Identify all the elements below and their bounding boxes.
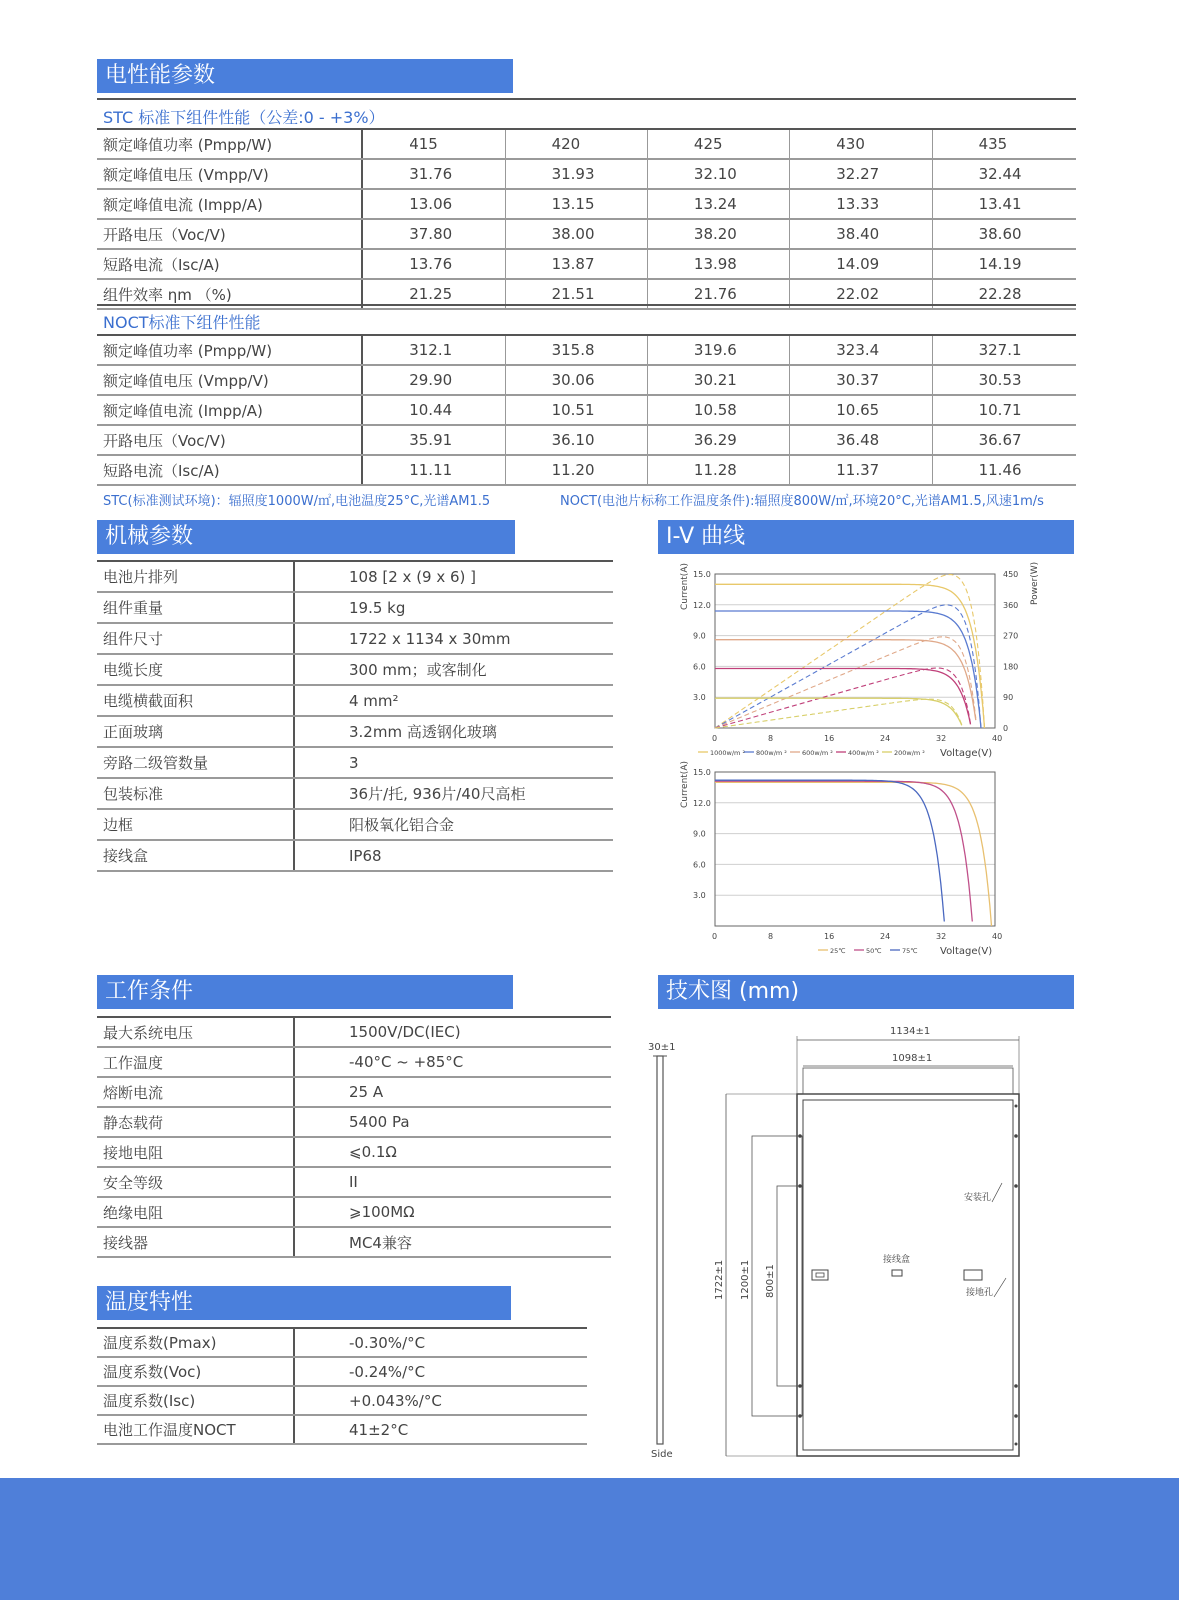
- spec-value: -0.24%/°C: [294, 1357, 587, 1386]
- right-connector: [964, 1270, 982, 1280]
- y2-tick-label: 450: [1003, 570, 1019, 579]
- row-value: 319.6: [647, 335, 789, 365]
- iv-chart-temperature: [670, 758, 1050, 958]
- row-value: 31.93: [505, 159, 647, 189]
- table-row: [97, 1077, 611, 1107]
- noct-note: NOCT(电池片标称工作温度条件):辐照度800W/㎡,环境20°C,光谱AM1.5,风速1m/s: [560, 494, 1044, 509]
- spec-key: 旁路二级管数量: [97, 747, 294, 778]
- table-row: [97, 747, 613, 778]
- y-tick-label: 3.0: [693, 693, 706, 703]
- x-tick-label: 24: [880, 932, 891, 941]
- drawing-header: 技术图 (mm): [658, 975, 1074, 1009]
- row-label: 额定峰值功率 (Pmpp/W): [97, 129, 362, 159]
- row-value: 425: [647, 129, 789, 159]
- y-axis-label: Current(A): [680, 761, 690, 808]
- module-frame-outer: [797, 1094, 1019, 1456]
- row-value: 430: [790, 129, 932, 159]
- x-tick-label: 0: [712, 932, 718, 941]
- table-row: [97, 1017, 611, 1047]
- row-value: 312.1: [362, 335, 505, 365]
- spec-value: II: [294, 1167, 611, 1197]
- table-row: [97, 425, 1076, 455]
- footer-band: [0, 1478, 1179, 1600]
- iv-series-line: [715, 640, 976, 720]
- row-value: 315.8: [505, 335, 647, 365]
- row-value: 323.4: [790, 335, 932, 365]
- stc-table-grid: [97, 128, 1076, 310]
- row-value: 36.10: [505, 425, 647, 455]
- y-axis-label: Current(A): [680, 563, 690, 610]
- row-value: 22.02: [790, 279, 932, 309]
- row-label: 额定峰值功率 (Pmpp/W): [97, 335, 362, 365]
- table-row: [97, 1197, 611, 1227]
- spec-key: 温度系数(Pmax): [97, 1328, 294, 1357]
- row-value: 11.28: [647, 455, 789, 485]
- table-row: [97, 1137, 611, 1167]
- table-row: [97, 685, 613, 716]
- row-value: 38.00: [505, 219, 647, 249]
- y2-tick-label: 180: [1003, 662, 1019, 672]
- junction-box: [892, 1270, 902, 1276]
- row-value: 21.76: [647, 279, 789, 309]
- legend-label: 75℃: [902, 947, 918, 955]
- row-label: 短路电流（Isc/A): [97, 455, 362, 485]
- table-row: [97, 592, 613, 623]
- row-label: 额定峰值电压 (Vmpp/V): [97, 365, 362, 395]
- height-800-label: 800±1: [765, 1264, 776, 1298]
- row-value: 327.1: [932, 335, 1076, 365]
- row-value: 30.21: [647, 365, 789, 395]
- row-value: 10.65: [790, 395, 932, 425]
- row-label: 开路电压（Voc/V): [97, 219, 362, 249]
- y-tick-label: 3.0: [693, 891, 706, 901]
- spec-value: -40°C ~ +85°C: [294, 1047, 611, 1077]
- x-tick-label: 24: [880, 734, 891, 743]
- row-value: 13.06: [362, 189, 505, 219]
- row-value: 14.19: [932, 249, 1076, 279]
- spec-value: 300 mm；或客制化: [294, 654, 613, 685]
- spec-key: 电缆横截面积: [97, 685, 294, 716]
- spec-value: 3: [294, 747, 613, 778]
- x-axis-label: Voltage(V): [940, 946, 993, 957]
- power-series-line: [715, 699, 962, 728]
- legend-label: 25℃: [830, 947, 846, 955]
- table-row: [97, 1107, 611, 1137]
- row-value: 13.15: [505, 189, 647, 219]
- table-row: [97, 395, 1076, 425]
- row-value: 38.20: [647, 219, 789, 249]
- iv-series-line: [715, 669, 971, 725]
- noct-table-grid: [97, 334, 1076, 486]
- legend-label: 50℃: [866, 947, 882, 955]
- table-row: [97, 1357, 587, 1386]
- electrical-top-rule: [97, 98, 1076, 100]
- temperature-header: 温度特性: [97, 1286, 511, 1320]
- row-label: 额定峰值电压 (Vmpp/V): [97, 159, 362, 189]
- row-value: 36.29: [647, 425, 789, 455]
- spec-key: 接线盒: [97, 840, 294, 871]
- spec-value: 阳极氧化铝合金: [294, 809, 613, 840]
- iv-series-line: [715, 611, 981, 728]
- spec-key: 静态载荷: [97, 1107, 294, 1137]
- row-value: 35.91: [362, 425, 505, 455]
- row-label: 开路电压（Voc/V): [97, 425, 362, 455]
- row-value: 32.10: [647, 159, 789, 189]
- x-tick-label: 8: [768, 932, 774, 941]
- row-value: 10.58: [647, 395, 789, 425]
- mechanical-header: 机械参数: [97, 520, 515, 554]
- spec-value: 5400 Pa: [294, 1107, 611, 1137]
- technical-drawing: [640, 1010, 1040, 1470]
- row-value: 37.80: [362, 219, 505, 249]
- spec-value: 25 A: [294, 1077, 611, 1107]
- table-row: [97, 778, 613, 809]
- x-tick-label: 16: [824, 734, 835, 743]
- row-value: 38.40: [790, 219, 932, 249]
- spec-value: ⩽0.1Ω: [294, 1137, 611, 1167]
- row-value: 38.60: [932, 219, 1076, 249]
- y-tick-label: 15.0: [693, 570, 711, 579]
- mount-hole-label: 安装孔: [964, 1193, 992, 1203]
- height-total-label: 1722±1: [714, 1259, 725, 1300]
- table-row: [97, 1227, 611, 1257]
- row-value: 36.67: [932, 425, 1076, 455]
- x-tick-label: 16: [824, 932, 835, 941]
- table-row: [97, 654, 613, 685]
- iv-series-line: [715, 782, 992, 926]
- x-tick-label: 40: [992, 734, 1003, 743]
- spec-value: 1500V/DC(IEC): [294, 1017, 611, 1047]
- temp-table-grid: [97, 1327, 587, 1445]
- legend-label: 800w/m ²: [756, 749, 787, 757]
- spec-value: +0.043%/°C: [294, 1386, 587, 1415]
- y-tick-label: 9.0: [693, 631, 706, 641]
- row-value: 13.76: [362, 249, 505, 279]
- legend-label: 200w/m ²: [894, 749, 925, 757]
- spec-key: 工作温度: [97, 1047, 294, 1077]
- row-value: 420: [505, 129, 647, 159]
- plot-area: [715, 772, 995, 926]
- spec-key: 边框: [97, 809, 294, 840]
- power-series-line: [715, 637, 976, 728]
- table-row: [97, 716, 613, 747]
- mounting-holes: [798, 1105, 1018, 1446]
- iv-header: I-V 曲线: [658, 520, 1074, 554]
- spec-key: 温度系数(Voc): [97, 1357, 294, 1386]
- spec-value: 19.5 kg: [294, 592, 613, 623]
- width-inner-label: 1098±1: [892, 1053, 933, 1064]
- mech-table-grid: [97, 560, 613, 872]
- iv-series-line: [715, 584, 985, 728]
- iv-series-line: [715, 698, 962, 725]
- row-label: 额定峰值电流 (Impp/A): [97, 395, 362, 425]
- y-tick-label: 6.0: [693, 860, 706, 870]
- table-row: [97, 249, 1076, 279]
- row-value: 13.87: [505, 249, 647, 279]
- y-tick-label: 12.0: [693, 798, 711, 808]
- work-table-grid: [97, 1016, 611, 1258]
- spec-value: MC4兼容: [294, 1227, 611, 1257]
- x-tick-label: 40: [992, 932, 1003, 941]
- spec-key: 接地电阻: [97, 1137, 294, 1167]
- working-header: 工作条件: [97, 975, 513, 1009]
- row-value: 10.51: [505, 395, 647, 425]
- stc-note: STC(标准测试环境)：辐照度1000W/㎡,电池温度25°C,光谱AM1.5: [103, 494, 491, 509]
- spec-value: 41±2°C: [294, 1415, 587, 1444]
- stc-title: STC 标准下组件性能（公差:0 - +3%）: [103, 108, 385, 127]
- row-value: 30.53: [932, 365, 1076, 395]
- junction-box-label: 接线盒: [883, 1255, 911, 1265]
- spec-key: 绝缘电阻: [97, 1197, 294, 1227]
- table-row: [97, 365, 1076, 395]
- row-value: 11.46: [932, 455, 1076, 485]
- height-1200-label: 1200±1: [740, 1259, 751, 1300]
- spec-key: 组件重量: [97, 592, 294, 623]
- table-row: [97, 809, 613, 840]
- y-tick-label: 6.0: [693, 662, 706, 672]
- row-value: 10.44: [362, 395, 505, 425]
- spec-key: 组件尺寸: [97, 623, 294, 654]
- table-row: [97, 1386, 587, 1415]
- side-profile: [657, 1056, 663, 1444]
- y2-tick-label: 90: [1003, 693, 1014, 703]
- table-row: [97, 159, 1076, 189]
- row-value: 21.25: [362, 279, 505, 309]
- row-value: 13.98: [647, 249, 789, 279]
- y2-tick-label: 0: [1003, 724, 1009, 733]
- spec-key: 电池片排列: [97, 561, 294, 592]
- x-tick-label: 32: [936, 734, 947, 743]
- legend-label: 600w/m ²: [802, 749, 833, 757]
- iv-series-line: [715, 780, 944, 921]
- iv-series-line: [715, 781, 972, 921]
- table-row: [97, 129, 1076, 159]
- table-row: [97, 1047, 611, 1077]
- spec-key: 接线器: [97, 1227, 294, 1257]
- spec-value: 3.2mm 高透钢化玻璃: [294, 716, 613, 747]
- table-row: [97, 335, 1076, 365]
- row-value: 29.90: [362, 365, 505, 395]
- side-label: Side: [651, 1449, 673, 1460]
- row-value: 30.37: [790, 365, 932, 395]
- table-row: [97, 840, 613, 871]
- table-row: [97, 561, 613, 592]
- row-value: 13.41: [932, 189, 1076, 219]
- row-label: 短路电流（Isc/A): [97, 249, 362, 279]
- spec-value: 1722 x 1134 x 30mm: [294, 623, 613, 654]
- x-tick-label: 32: [936, 932, 947, 941]
- x-tick-label: 8: [768, 734, 774, 743]
- spec-key: 熔断电流: [97, 1077, 294, 1107]
- electrical-header: 电性能参数: [97, 59, 513, 93]
- row-value: 32.44: [932, 159, 1076, 189]
- row-value: 21.51: [505, 279, 647, 309]
- row-value: 22.28: [932, 279, 1076, 309]
- row-value: 13.24: [647, 189, 789, 219]
- width-outer-label: 1134±1: [890, 1026, 931, 1037]
- spec-value: 108 [2 x (9 x 6) ]: [294, 561, 613, 592]
- row-value: 13.33: [790, 189, 932, 219]
- y2-axis-label: Power(W): [1030, 561, 1040, 605]
- table-row: [97, 1167, 611, 1197]
- row-value: 14.09: [790, 249, 932, 279]
- row-label: 额定峰值电流 (Impp/A): [97, 189, 362, 219]
- table-row: [97, 623, 613, 654]
- table-row: [97, 1328, 587, 1357]
- row-value: 32.27: [790, 159, 932, 189]
- row-value: 31.76: [362, 159, 505, 189]
- y2-tick-label: 360: [1003, 600, 1019, 610]
- y-tick-label: 9.0: [693, 829, 706, 839]
- row-value: 435: [932, 129, 1076, 159]
- row-value: 11.11: [362, 455, 505, 485]
- side-thickness-label: 30±1: [648, 1042, 676, 1053]
- ground-hole-label: 接地孔: [966, 1288, 994, 1298]
- spec-value: 4 mm²: [294, 685, 613, 716]
- y2-tick-label: 270: [1003, 631, 1019, 641]
- power-series-line: [715, 575, 985, 729]
- spec-key: 电池工作温度NOCT: [97, 1415, 294, 1444]
- row-value: 11.37: [790, 455, 932, 485]
- row-value: 415: [362, 129, 505, 159]
- noct-title: NOCT标准下组件性能: [103, 313, 261, 332]
- spec-value: ⩾100MΩ: [294, 1197, 611, 1227]
- x-tick-label: 0: [712, 734, 718, 743]
- table-row: [97, 1415, 587, 1444]
- row-value: 30.06: [505, 365, 647, 395]
- spec-key: 包装标准: [97, 778, 294, 809]
- x-axis-label: Voltage(V): [940, 748, 993, 759]
- spec-value: IP68: [294, 840, 613, 871]
- spec-key: 正面玻璃: [97, 716, 294, 747]
- iv-chart-irradiance: [670, 560, 1050, 760]
- table-row: [97, 219, 1076, 249]
- row-value: 10.71: [932, 395, 1076, 425]
- row-value: 36.48: [790, 425, 932, 455]
- row-value: 11.20: [505, 455, 647, 485]
- spec-key: 安全等级: [97, 1167, 294, 1197]
- spec-key: 最大系统电压: [97, 1017, 294, 1047]
- noct-top-rule: [97, 304, 1076, 306]
- spec-value: 36片/托, 936片/40尺高柜: [294, 778, 613, 809]
- legend-label: 1000w/m ²: [710, 749, 746, 757]
- table-row: [97, 189, 1076, 219]
- spec-key: 温度系数(Isc): [97, 1386, 294, 1415]
- row-label: 组件效率 ηm （%): [97, 279, 362, 309]
- spec-value: -0.30%/°C: [294, 1328, 587, 1357]
- table-row: [97, 455, 1076, 485]
- left-connector: [812, 1270, 828, 1280]
- legend-label: 400w/m ²: [848, 749, 879, 757]
- y-tick-label: 15.0: [693, 768, 711, 777]
- spec-key: 电缆长度: [97, 654, 294, 685]
- y-tick-label: 12.0: [693, 600, 711, 610]
